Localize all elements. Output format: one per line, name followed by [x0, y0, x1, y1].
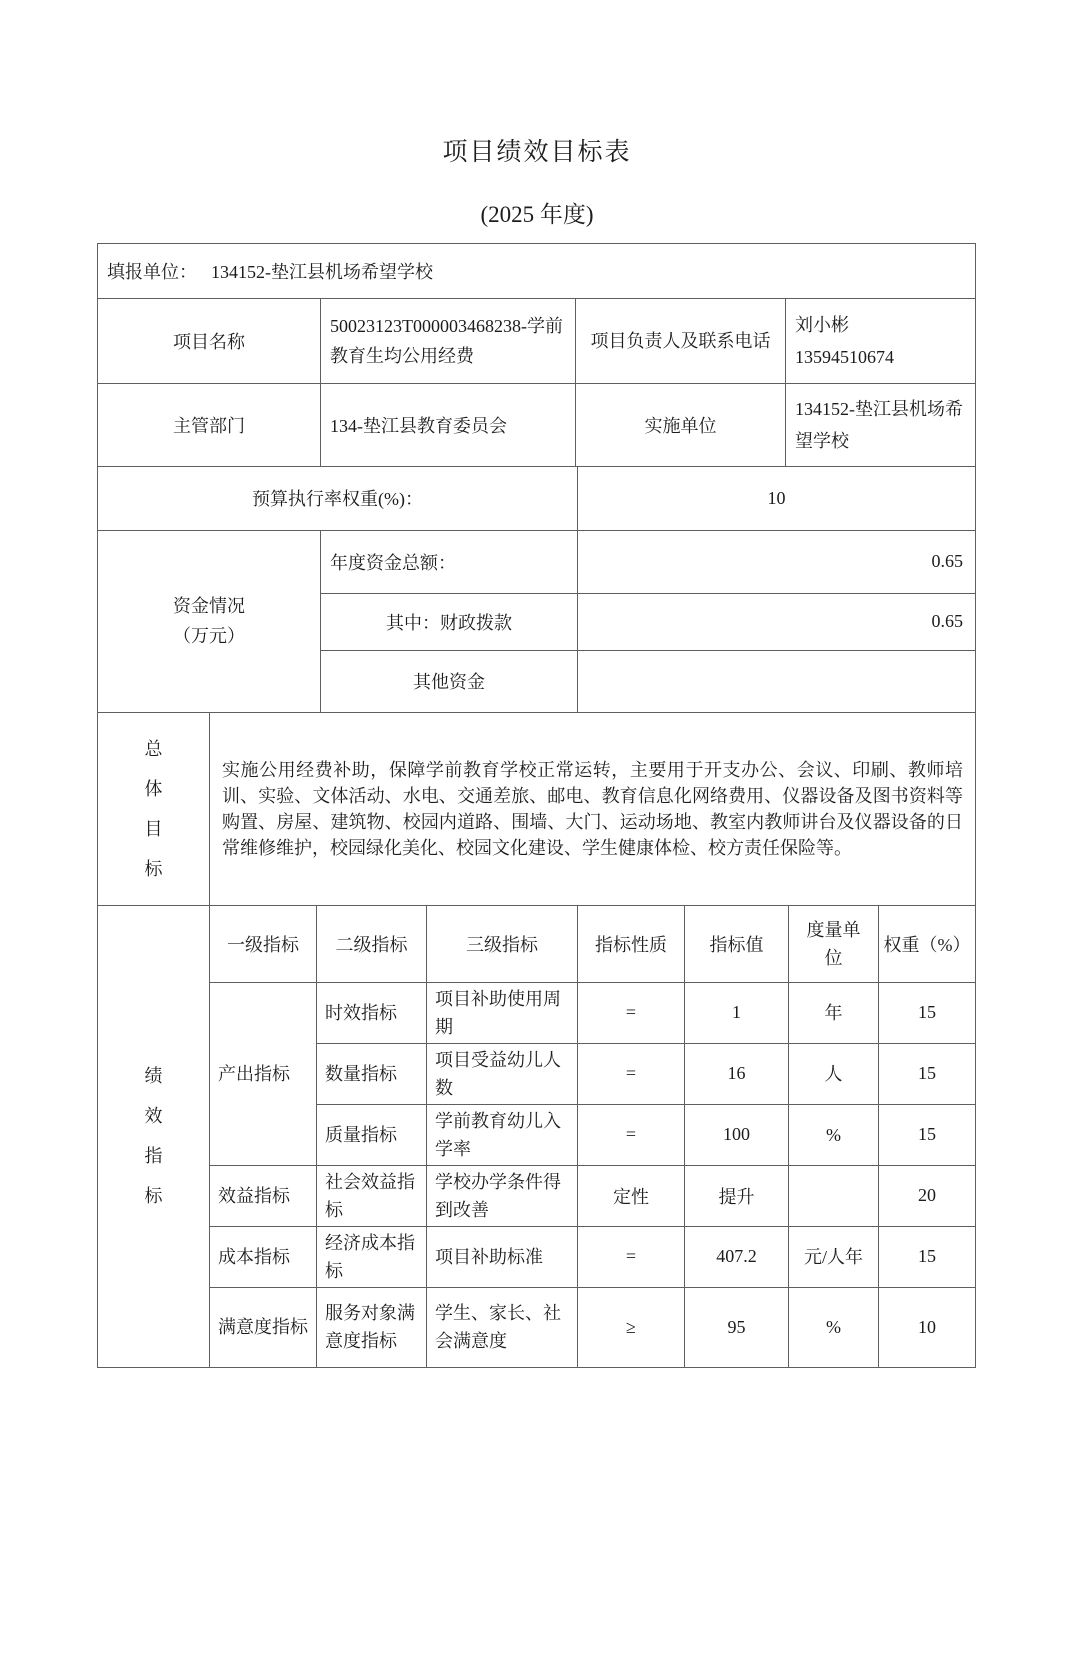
header-weight: 权重（%） — [879, 905, 976, 982]
indicator-level3: 学校办学条件得到改善 — [427, 1165, 578, 1226]
indicator-level3: 项目受益幼儿人数 — [427, 1043, 578, 1104]
header-level2: 二级指标 — [317, 905, 427, 982]
overall-goal-label: 总体目标 — [144, 738, 163, 879]
overall-goal-row — [97, 712, 976, 906]
indicator-value: 提升 — [685, 1165, 789, 1226]
indicator-weight: 15 — [879, 982, 976, 1043]
indicators-section-label-cell — [98, 905, 210, 1367]
indicator-value: 95 — [685, 1287, 789, 1367]
indicator-unit — [789, 1165, 879, 1226]
funding-fiscal-label: 其中：财政拨款 — [321, 593, 578, 650]
indicator-level3: 项目补助标准 — [427, 1226, 578, 1287]
header-level1: 一级指标 — [210, 905, 317, 982]
report-unit-label: 填报单位： — [107, 261, 197, 282]
indicator-weight: 15 — [879, 1226, 976, 1287]
impl-unit-label: 实施单位 — [576, 383, 786, 466]
manager-name: 刘小彬 — [795, 314, 849, 335]
indicator-unit: 人 — [789, 1043, 879, 1104]
report-unit-value: 134152-垫江县机场希望学校 — [211, 261, 433, 282]
indicator-unit: % — [789, 1104, 879, 1165]
performance-target-table — [97, 243, 975, 1368]
indicator-unit: % — [789, 1287, 879, 1367]
funding-total-value: 0.65 — [578, 530, 976, 593]
overall-goal-text: 实施公用经费补助，保障学前教育学校正常运转，主要用于开支办公、会议、印刷、教师培训、实验、文体活动、水电、交通差旅、邮电、教育信息化网络费用、仪器设备及图书资料等购置、房屋、建筑物、校园内道路、围墙、大门、运动场地、教室内教师讲台及仪器设备的日常维修维护，校园绿化美化、校园文化建设、学生健康体检、校方责任保险等。 — [210, 712, 976, 905]
report-unit-row — [97, 243, 976, 299]
page-subtitle: (2025 年度) — [480, 202, 594, 227]
indicator-value: 1 — [685, 982, 789, 1043]
project-manager-value — [786, 298, 976, 383]
impl-unit-value: 134152-垫江县机场希望学校 — [786, 383, 976, 466]
indicator-level1: 效益指标 — [210, 1165, 317, 1226]
header-value: 指标值 — [685, 905, 789, 982]
indicator-level2: 质量指标 — [317, 1104, 427, 1165]
budget-rate-label: 预算执行率权重(%)： — [98, 466, 578, 530]
indicator-unit: 元/人年 — [789, 1226, 879, 1287]
indicator-nature: = — [578, 982, 685, 1043]
indicator-value: 407.2 — [685, 1226, 789, 1287]
budget-rate-value: 10 — [578, 466, 976, 530]
dept-label: 主管部门 — [98, 383, 321, 466]
indicator-nature: 定性 — [578, 1165, 685, 1226]
indicators-table — [97, 905, 976, 1368]
indicator-unit: 年 — [789, 982, 879, 1043]
manager-phone: 13594510674 — [795, 346, 894, 367]
header-level3: 三级指标 — [427, 905, 578, 982]
indicators-section-label: 绩效指标 — [144, 1066, 163, 1207]
report-unit-cell — [98, 243, 976, 298]
indicator-value: 16 — [685, 1043, 789, 1104]
indicator-level2: 经济成本指标 — [317, 1226, 427, 1287]
funding-section — [97, 530, 976, 713]
funding-other-label: 其他资金 — [321, 650, 578, 712]
indicator-level2: 数量指标 — [317, 1043, 427, 1104]
funding-other-value — [578, 650, 976, 712]
indicator-nature: = — [578, 1226, 685, 1287]
header-nature: 指标性质 — [578, 905, 685, 982]
funding-section-label: 资金情况 （万元） — [98, 530, 321, 712]
indicator-level3: 学前教育幼儿入学率 — [427, 1104, 578, 1165]
indicator-row — [98, 1287, 976, 1367]
indicator-nature: = — [578, 1104, 685, 1165]
indicator-row — [98, 1226, 976, 1287]
indicator-weight: 15 — [879, 1104, 976, 1165]
indicator-level3: 项目补助使用周期 — [427, 982, 578, 1043]
indicator-weight: 10 — [879, 1287, 976, 1367]
indicator-value: 100 — [685, 1104, 789, 1165]
indicator-weight: 15 — [879, 1043, 976, 1104]
indicator-level1: 产出指标 — [210, 982, 317, 1165]
overall-goal-label-cell — [98, 712, 210, 905]
indicator-level1: 满意度指标 — [210, 1287, 317, 1367]
indicator-row — [98, 1165, 976, 1226]
header-unit: 度量单位 — [789, 905, 879, 982]
indicator-nature: = — [578, 1043, 685, 1104]
indicator-nature: ≥ — [578, 1287, 685, 1367]
project-name-value: 50023123T000003468238-学前教育生均公用经费 — [321, 298, 576, 383]
indicator-weight: 20 — [879, 1165, 976, 1226]
funding-total-label: 年度资金总额： — [321, 530, 578, 593]
project-name-label: 项目名称 — [98, 298, 321, 383]
indicator-level3: 学生、家长、社会满意度 — [427, 1287, 578, 1367]
project-info-rows — [97, 298, 976, 467]
funding-fiscal-value: 0.65 — [578, 593, 976, 650]
project-manager-label: 项目负责人及联系电话 — [576, 298, 786, 383]
indicator-level1: 成本指标 — [210, 1226, 317, 1287]
indicator-level2: 服务对象满意度指标 — [317, 1287, 427, 1367]
document-page — [0, 138, 1074, 1368]
page-title: 项目绩效目标表 — [442, 139, 632, 166]
indicator-level2: 社会效益指标 — [317, 1165, 427, 1226]
indicator-row — [98, 982, 976, 1043]
budget-rate-row — [97, 466, 976, 531]
dept-value: 134-垫江县教育委员会 — [321, 383, 576, 466]
indicator-level2: 时效指标 — [317, 982, 427, 1043]
